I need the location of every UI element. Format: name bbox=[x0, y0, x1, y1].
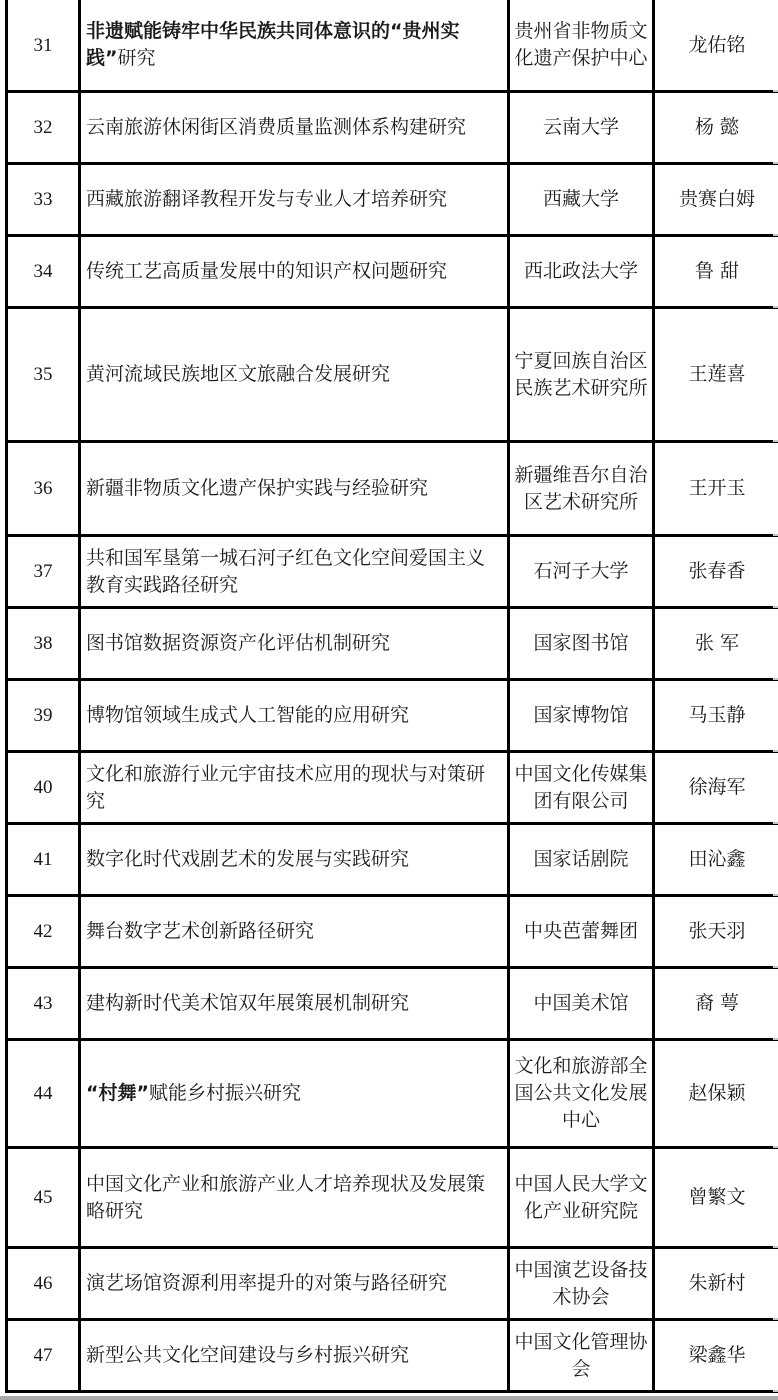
table-row bbox=[7, 92, 778, 164]
row-border-tick bbox=[773, 750, 778, 752]
row-number: 43 bbox=[7, 968, 80, 1040]
row-number: 46 bbox=[7, 1248, 80, 1320]
organization: 国家话剧院 bbox=[509, 824, 654, 896]
table-row bbox=[7, 896, 778, 968]
project-title: 新疆非物质文化遗产保护实践与经验研究 bbox=[80, 442, 509, 536]
project-title-emphasis: “村舞” bbox=[86, 1082, 149, 1104]
organization: 中国文化管理协会 bbox=[509, 1320, 654, 1392]
organization: 西北政法大学 bbox=[509, 236, 654, 308]
organization: 文化和旅游部全国公共文化发展中心 bbox=[509, 1040, 654, 1148]
organization: 中国文化传媒集团有限公司 bbox=[509, 752, 654, 824]
table-row bbox=[7, 308, 778, 442]
project-table-body bbox=[7, 0, 778, 1392]
principal-investigator: 曾繁文 bbox=[654, 1148, 778, 1248]
project-title: 传统工艺高质量发展中的知识产权问题研究 bbox=[80, 236, 509, 308]
principal-investigator: 赵保颖 bbox=[654, 1040, 778, 1148]
principal-investigator: 田沁鑫 bbox=[654, 824, 778, 896]
row-border-tick bbox=[773, 162, 778, 164]
row-number: 36 bbox=[7, 442, 80, 536]
project-title: 建构新时代美术馆双年展策展机制研究 bbox=[80, 968, 509, 1040]
project-title: 博物馆领域生成式人工智能的应用研究 bbox=[80, 680, 509, 752]
row-border-tick bbox=[773, 678, 778, 680]
table-row bbox=[7, 442, 778, 536]
row-number: 38 bbox=[7, 608, 80, 680]
row-border-tick bbox=[773, 534, 778, 536]
organization: 中国人民大学文化产业研究院 bbox=[509, 1148, 654, 1248]
project-title: 共和国军垦第一城石河子红色文化空间爱国主义教育实践路径研究 bbox=[80, 536, 509, 608]
row-number: 42 bbox=[7, 896, 80, 968]
row-border-tick bbox=[773, 90, 778, 92]
principal-investigator: 裔 萼 bbox=[654, 968, 778, 1040]
row-number: 34 bbox=[7, 236, 80, 308]
row-border-tick bbox=[773, 1146, 778, 1148]
row-number: 35 bbox=[7, 308, 80, 442]
row-border-tick bbox=[773, 440, 778, 442]
project-title: 新型公共文化空间建设与乡村振兴研究 bbox=[80, 1320, 509, 1392]
principal-investigator: 王莲喜 bbox=[654, 308, 778, 442]
row-border-tick bbox=[773, 306, 778, 308]
row-number: 33 bbox=[7, 164, 80, 236]
organization: 新疆维吾尔自治区艺术研究所 bbox=[509, 442, 654, 536]
project-title: 中国文化产业和旅游产业人才培养现状及发展策略研究 bbox=[80, 1148, 509, 1248]
row-border-tick bbox=[773, 1038, 778, 1040]
principal-investigator: 徐海军 bbox=[654, 752, 778, 824]
principal-investigator: 梁鑫华 bbox=[654, 1320, 778, 1392]
principal-investigator: 龙佑铭 bbox=[654, 0, 778, 92]
row-number: 44 bbox=[7, 1040, 80, 1148]
table-row bbox=[7, 236, 778, 308]
project-title: 图书馆数据资源资产化评估机制研究 bbox=[80, 608, 509, 680]
table-row bbox=[7, 1040, 778, 1148]
table-row bbox=[7, 536, 778, 608]
row-border-tick bbox=[773, 1318, 778, 1320]
table-row bbox=[7, 1248, 778, 1320]
project-title bbox=[80, 0, 509, 92]
row-number: 41 bbox=[7, 824, 80, 896]
organization: 中国演艺设备技术协会 bbox=[509, 1248, 654, 1320]
table-row bbox=[7, 752, 778, 824]
row-number: 47 bbox=[7, 1320, 80, 1392]
principal-investigator: 杨 懿 bbox=[654, 92, 778, 164]
principal-investigator: 马玉静 bbox=[654, 680, 778, 752]
table-row bbox=[7, 0, 778, 92]
project-title-emphasis: 非遗赋能铸牢中华民族共同体意识的“贵州实践” bbox=[86, 20, 460, 69]
row-border-tick bbox=[773, 1246, 778, 1248]
table-row bbox=[7, 968, 778, 1040]
table-row bbox=[7, 824, 778, 896]
principal-investigator: 鲁 甜 bbox=[654, 236, 778, 308]
row-border-tick bbox=[773, 894, 778, 896]
project-table bbox=[5, 0, 778, 1393]
row-border-tick bbox=[773, 1390, 778, 1392]
principal-investigator: 王开玉 bbox=[654, 442, 778, 536]
principal-investigator: 朱新村 bbox=[654, 1248, 778, 1320]
organization: 贵州省非物质文化遗产保护中心 bbox=[509, 0, 654, 92]
table-row bbox=[7, 1320, 778, 1392]
table-row bbox=[7, 1148, 778, 1248]
row-number: 39 bbox=[7, 680, 80, 752]
principal-investigator: 张天羽 bbox=[654, 896, 778, 968]
organization: 云南大学 bbox=[509, 92, 654, 164]
organization: 宁夏回族自治区民族艺术研究所 bbox=[509, 308, 654, 442]
page-bottom-edge bbox=[0, 1396, 778, 1400]
row-number: 40 bbox=[7, 752, 80, 824]
row-border-tick bbox=[773, 822, 778, 824]
project-title: 黄河流域民族地区文旅融合发展研究 bbox=[80, 308, 509, 442]
table-row bbox=[7, 608, 778, 680]
principal-investigator: 张 军 bbox=[654, 608, 778, 680]
row-border-tick bbox=[773, 606, 778, 608]
organization: 中央芭蕾舞团 bbox=[509, 896, 654, 968]
organization: 中国美术馆 bbox=[509, 968, 654, 1040]
row-number: 45 bbox=[7, 1148, 80, 1248]
principal-investigator: 贵赛白姆 bbox=[654, 164, 778, 236]
project-title: 演艺场馆资源利用率提升的对策与路径研究 bbox=[80, 1248, 509, 1320]
row-number: 32 bbox=[7, 92, 80, 164]
project-title-rest: 赋能乡村振兴研究 bbox=[148, 1082, 301, 1104]
project-title: 舞台数字艺术创新路径研究 bbox=[80, 896, 509, 968]
table-row bbox=[7, 680, 778, 752]
project-title: 云南旅游休闲街区消费质量监测体系构建研究 bbox=[80, 92, 509, 164]
organization: 国家博物馆 bbox=[509, 680, 654, 752]
organization: 石河子大学 bbox=[509, 536, 654, 608]
row-border-tick bbox=[773, 234, 778, 236]
row-number: 37 bbox=[7, 536, 80, 608]
organization: 国家图书馆 bbox=[509, 608, 654, 680]
table-row bbox=[7, 164, 778, 236]
project-title bbox=[80, 1040, 509, 1148]
project-title: 文化和旅游行业元宇宙技术应用的现状与对策研究 bbox=[80, 752, 509, 824]
row-border-tick bbox=[773, 966, 778, 968]
project-title-rest: 研究 bbox=[117, 47, 156, 69]
project-title: 数字化时代戏剧艺术的发展与实践研究 bbox=[80, 824, 509, 896]
principal-investigator: 张春香 bbox=[654, 536, 778, 608]
project-title: 西藏旅游翻译教程开发与专业人才培养研究 bbox=[80, 164, 509, 236]
organization: 西藏大学 bbox=[509, 164, 654, 236]
row-number: 31 bbox=[7, 0, 80, 92]
